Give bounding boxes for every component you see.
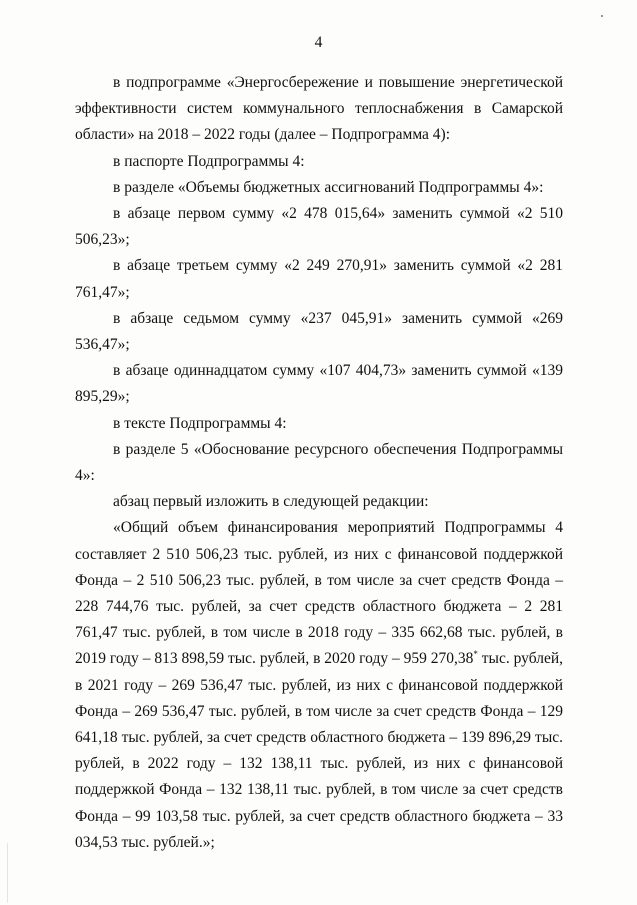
paragraph-subprogram-intro: в подпрограмме «Энергосбережение и повышение энергетической эффективности систем коммунального теплоснабжения в Самарской области» на 2018 – 2022 годы (далее – Подпрограмма 4):: [75, 74, 563, 144]
funding-text-part-2: тыс. рублей, в 2021 году – 269 536,47 тыс. рублей, из них с финансовой поддержкой Фонда – 269 536,47 тыс. рублей, в том числе за счет средств Фонда – 129 641,18 тыс. рублей, за счет средств областного бюджета – 139 896,29 тыс. рублей, в 2022 году – 132 138,11 тыс. рублей, из них с финансовой поддержкой Фонда – 132 138,11 тыс. рублей, в том числе за счет средств Фонда – 99 103,58 тыс. рублей, за счет средств областного бюджета – 33 034,53 тыс. рублей.»;: [75, 650, 563, 851]
paragraph-seventh-sum: в абзаце седьмом сумму «237 045,91» заменить суммой «269 536,47»;: [75, 309, 563, 354]
paragraph-passport: в паспорте Подпрограммы 4:: [113, 152, 305, 170]
paragraph-third-sum: в абзаце третьем сумму «2 249 270,91» заменить суммой «2 281 761,47»;: [75, 257, 563, 301]
paragraph-first-sum: в абзаце первом сумму «2 478 015,64» заменить суммой «2 510 506,23»;: [75, 205, 563, 249]
paragraph-section-5: в разделе 5 «Обоснование ресурсного обеспечения Подпрограммы 4»:: [75, 440, 563, 485]
scan-edge-shadow: [7, 843, 8, 903]
paragraph-first-abstract: абзац первый изложить в следующей редакции:: [113, 493, 429, 511]
document-body: [75, 70, 563, 856]
funding-text-part-1: «Общий объем финансирования мероприятий Подпрограммы 4 составляет 2 510 506,23 тыс. рублей, из них с финансовой поддержкой Фонда – 2 510 506,23 тыс. рублей, в том числе за счет средств Фонда – 228 744,76 тыс. рублей, за счет средств областного бюджета – 2 281 761,47 тыс. рублей, в том числе в 2018 году – 335 662,68 тыс. рублей, в 2019 году – 813 898,59 тыс. рублей, в 2020 году – 959 270,38: [75, 519, 563, 668]
page-number: 4: [314, 34, 323, 51]
footnote-marker: *: [473, 649, 478, 660]
paragraph-funding-quote: [75, 515, 563, 856]
scan-speck: [601, 15, 603, 17]
paragraph-eleventh-sum: в абзаце одиннадцатом сумму «107 404,73» заменить суммой «139 895,29»;: [75, 362, 563, 406]
paragraph-budget-section: в разделе «Объемы бюджетных ассигнований Подпрограммы 4»:: [113, 178, 544, 196]
paragraph-text-subprogram: в тексте Подпрограммы 4:: [113, 414, 287, 432]
